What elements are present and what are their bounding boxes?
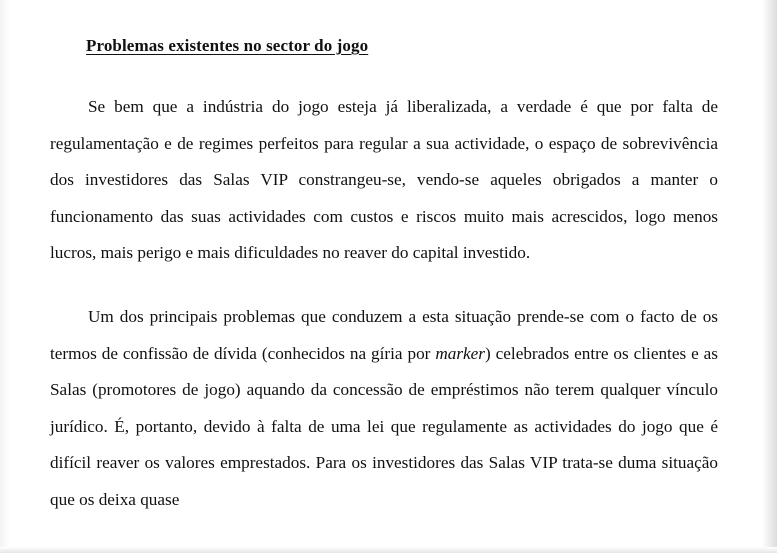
paragraph-2-text-end: ) celebrados entre os clientes e as Salas (promotores de jogo) aquando da concessão de empréstimos não terem qualquer vínculo jurídico. É, portanto, devido à falta de uma lei que regulamente as actividades do jogo que é difícil reaver os valores emprestados. Para os investidores das Salas VIP trata-se duma situação que os deixa quase — [50, 343, 718, 509]
paragraph-2 — [50, 299, 718, 519]
document-body — [50, 22, 718, 519]
section-heading: Problemas existentes no sector do jogo — [86, 36, 369, 55]
paragraph-2-text-start: Um dos principais problemas que conduzem a esta situação prende-se com o facto de os termos de confissão de dívida (conhecidos na gíria por — [50, 306, 718, 363]
paragraph-1: Se bem que a indústria do jogo esteja já liberalizada, a verdade é que por falta de regulamentação e de regimes perfeitos para regular a sua actividade, o espaço de sobrevivência dos investidores das Salas VIP constrangeu-se, vendo-se aqueles obrigados a manter o funcionamento das suas actividades com custos e riscos muito mais acrescidos, logo menos lucros, mais perigo e mais dificuldades no reaver do capital investido. — [50, 97, 718, 263]
marker-term: marker — [435, 343, 485, 363]
page-bottom-edge — [0, 547, 777, 553]
